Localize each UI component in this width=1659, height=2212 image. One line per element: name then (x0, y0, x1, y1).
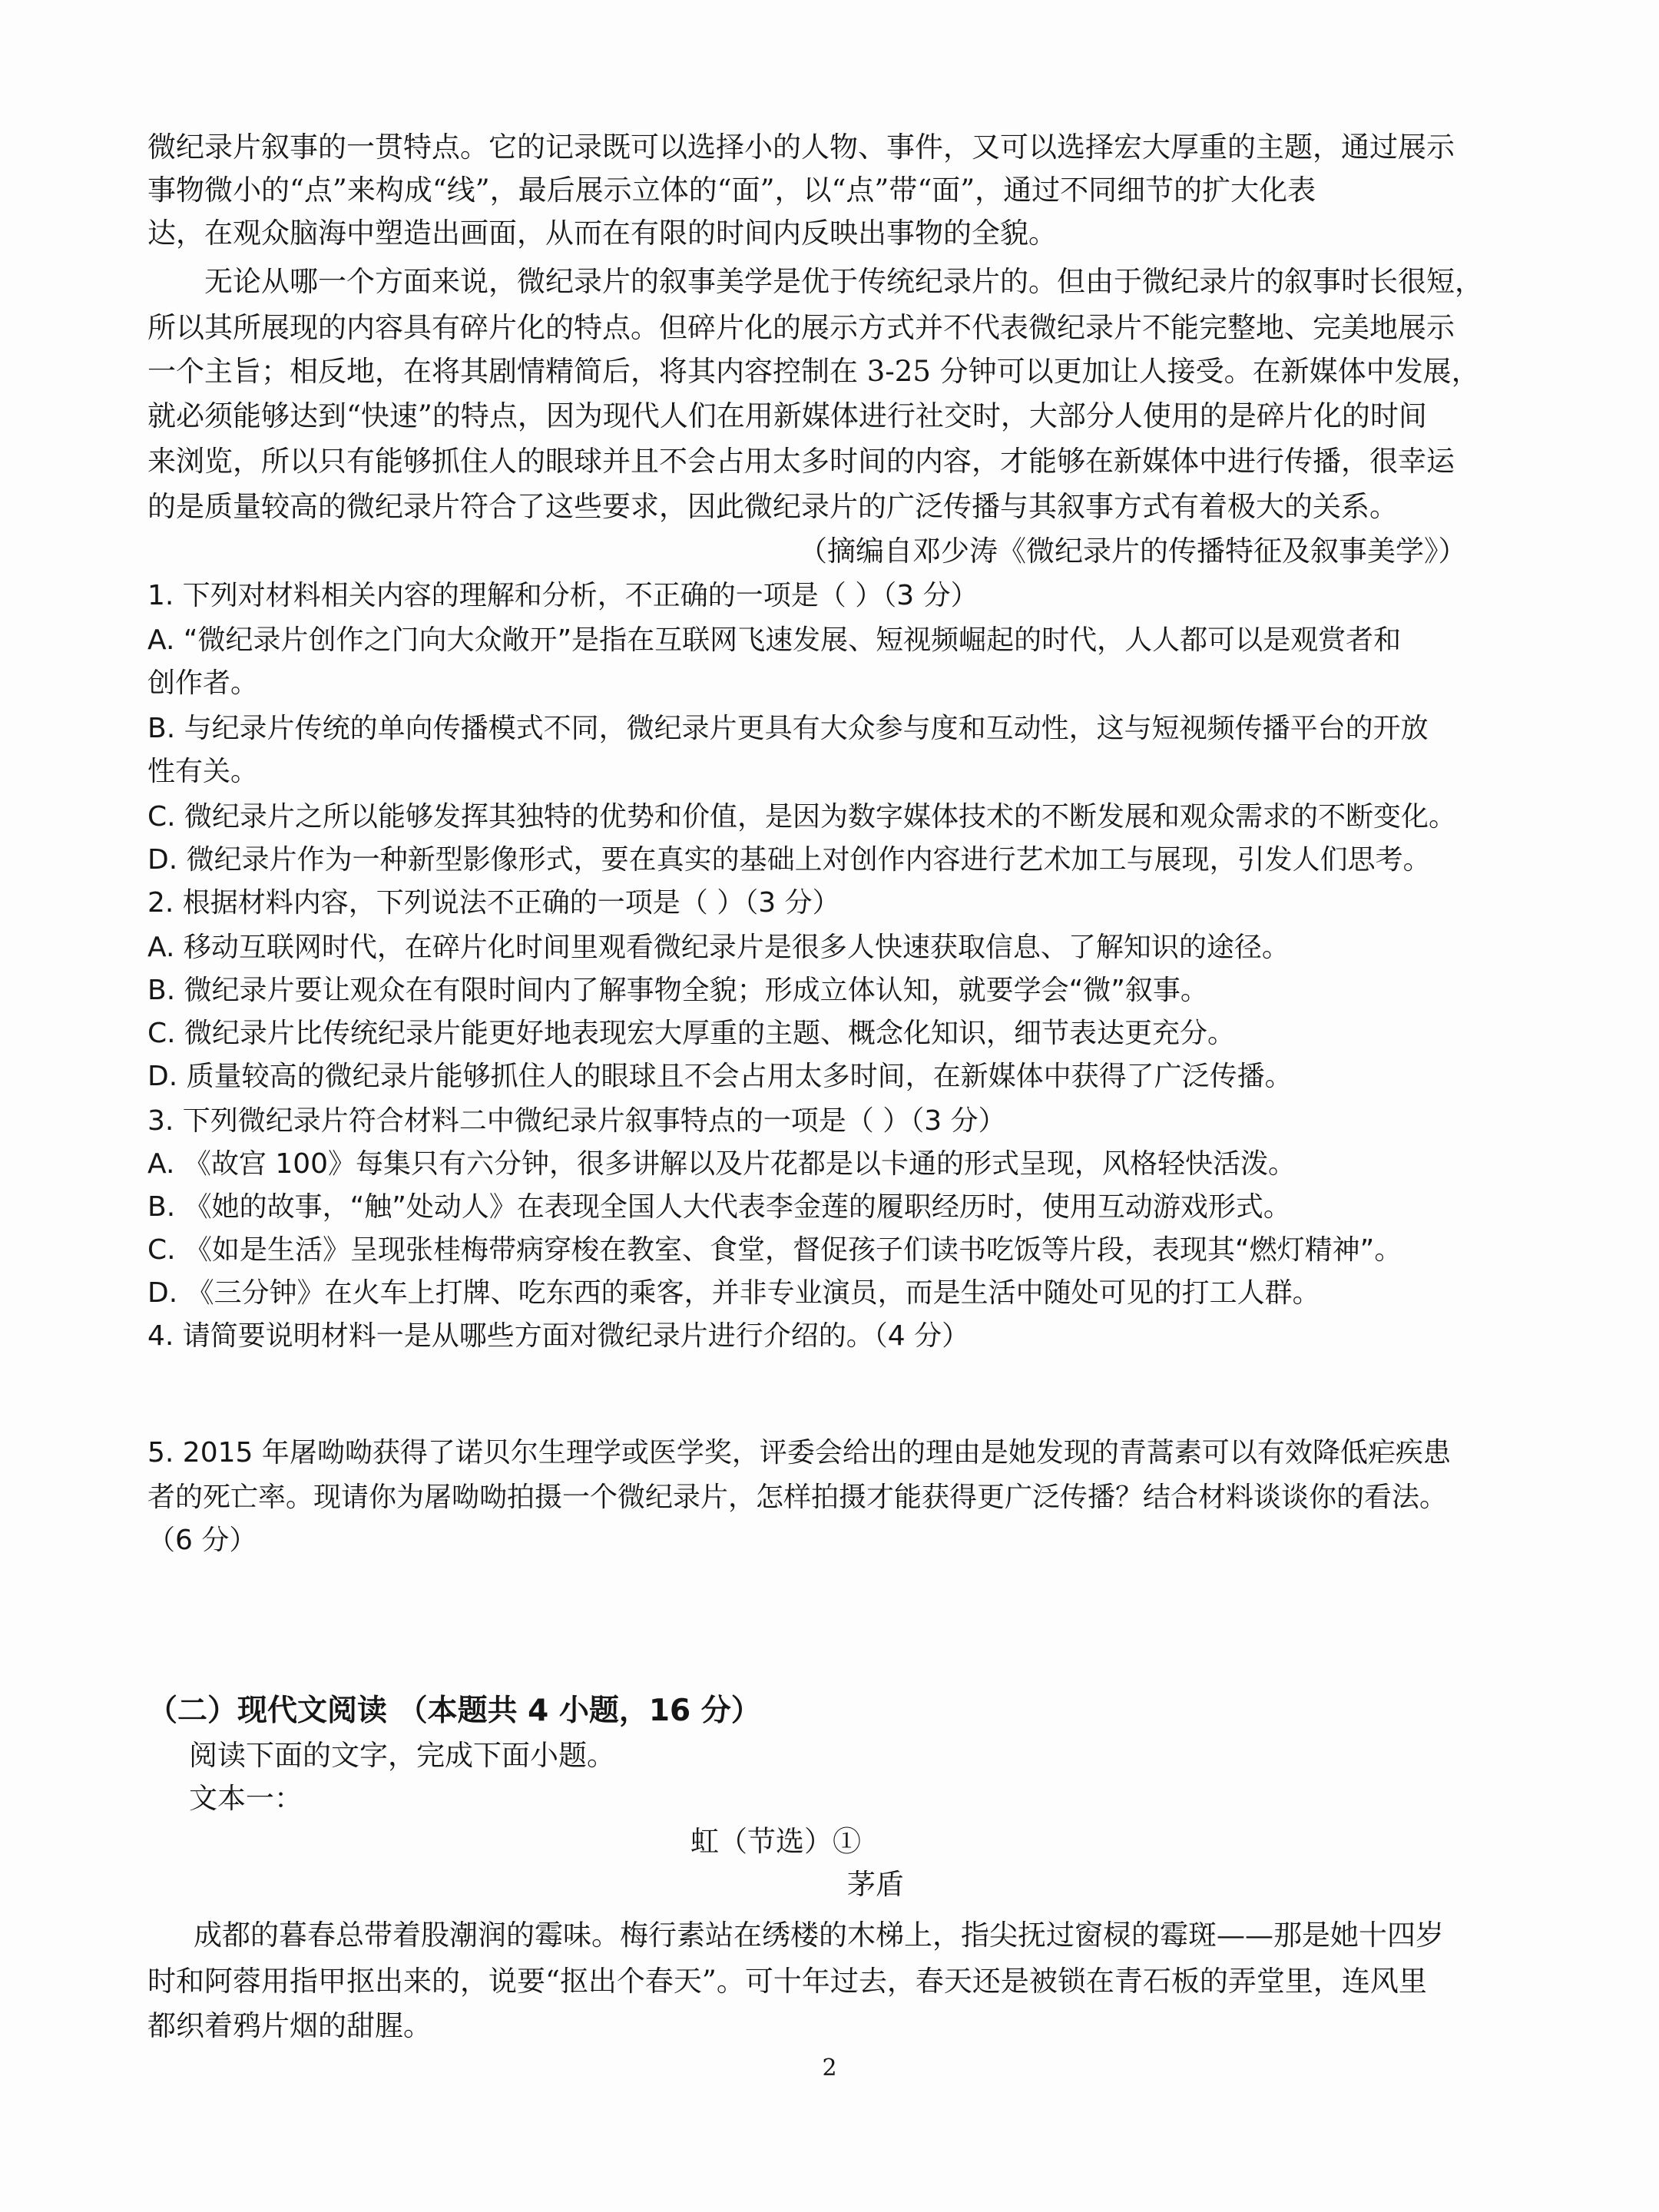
story-title: 虹（节选）① (690, 1825, 861, 1858)
story-line: 都织着鸦片烟的甜腥。 (147, 2009, 432, 2042)
question-option: B. 与纪录片传统的单向传播模式不同，微纪录片更具有大众参与度和互动性，这与短视频传播平台的开放 (147, 713, 1429, 744)
question-option: 创作者。 (147, 667, 259, 699)
question-option: C. 《如是生活》呈现张桂梅带病穿梭在教室、食堂，督促孩子们读书吃饭等片段，表现其“燃灯精神”。 (147, 1234, 1402, 1266)
material-line: 达，在观众脑海中塑造出画面，从而在有限的时间内反映出事物的全貌。 (147, 217, 1057, 250)
story-line: 时和阿蓉用指甲抠出来的，说要“抠出个春天”。可十年过去，春天还是被锁在青石板的弄堂里，连风里 (147, 1965, 1427, 1998)
material-line: 就必须能够达到“快速”的特点，因为现代人们在用新媒体进行社交时，大部分人使用的是碎片化的时间 (147, 399, 1427, 432)
question-option: A. 《故宫 100》每集只有六分钟，很多讲解以及片花都是以卡通的形式呈现，风格轻快活泼。 (147, 1148, 1296, 1180)
question-option: C. 微纪录片之所以能够发挥其独特的优势和价值，是因为数字媒体技术的不断发展和观众需求的不断变化。 (147, 801, 1457, 833)
question-stem: 3. 下列微纪录片符合材料二中微纪录片叙事特点的一项是（ ）（3 分） (147, 1105, 1006, 1137)
question-option: D. 微纪录片作为一种新型影像形式，要在真实的基础上对创作内容进行艺术加工与展现，引发人们思考。 (147, 844, 1431, 876)
material-line: 的是质量较高的微纪录片符合了这些要求，因此微纪录片的广泛传播与其叙事方式有着极大的关系。 (147, 490, 1398, 523)
story-line: 成都的暮春总带着股潮润的霉味。梅行素站在绣楼的木梯上，指尖抚过窗棂的霉斑——那是她十四岁 (194, 1919, 1444, 1952)
question-option: B. 《她的故事，“触”处动人》在表现全国人大代表李金莲的履职经历时，使用互动游戏形式。 (147, 1191, 1291, 1223)
material-line: 无论从哪一个方面来说，微纪录片的叙事美学是优于传统纪录片的。但由于微纪录片的叙事时长很短， (204, 265, 1483, 298)
material-line: 一个主旨；相反地，在将其剧情精简后，将其内容控制在 3-25 分钟可以更加让人接受。在新媒体中发展， (147, 355, 1480, 388)
question-option: D. 《三分钟》在火车上打牌、吃东西的乘客，并非专业演员，而是生活中随处可见的打工人群。 (147, 1277, 1320, 1309)
story-author: 茅盾 (847, 1868, 904, 1901)
material-line: 所以其所展现的内容具有碎片化的特点。但碎片化的展示方式并不代表微纪录片不能完整地、完美地展示 (147, 311, 1455, 344)
material-line: 微纪录片叙事的一贯特点。它的记录既可以选择小的人物、事件，又可以选择宏大厚重的主题，通过展示 (147, 131, 1455, 164)
page-number: 2 (822, 2055, 837, 2081)
question-option: A. 移动互联网时代，在碎片化时间里观看微纪录片是很多人快速获取信息、了解知识的途径。 (147, 932, 1290, 963)
question-stem: 2. 根据材料内容，下列说法不正确的一项是（ ）（3 分） (147, 887, 840, 919)
question-option: B. 微纪录片要让观众在有限时间内了解事物全貌；形成立体认知，就要学会“微”叙事。 (147, 975, 1208, 1006)
section-instruction: 阅读下面的文字，完成下面小题。 (189, 1739, 615, 1772)
question-stem: 者的死亡率。现请你为屠呦呦拍摄一个微纪录片，怎样拍摄才能获得更广泛传播？结合材料谈谈你的看法。 (147, 1482, 1448, 1513)
source-citation: （摘编自邓少涛《微纪录片的传播特征及叙事美学》） (799, 535, 1467, 568)
material-line: 事物微小的“点”来构成“线”，最后展示立体的“面”，以“点”带“面”，通过不同细节的扩大化表 (147, 174, 1316, 207)
question-stem: 1. 下列对材料相关内容的理解和分析，不正确的一项是（ ）（3 分） (147, 580, 979, 611)
question-option: D. 质量较高的微纪录片能够抓住人的眼球且不会占用太多时间，在新媒体中获得了广泛传播。 (147, 1061, 1293, 1092)
question-option: 性有关。 (147, 756, 259, 787)
section-heading: （二）现代文阅读 （本题共 4 小题，16 分） (147, 1694, 761, 1728)
question-option: C. 微纪录片比传统纪录片能更好地表现宏大厚重的主题、概念化知识，细节表达更充分。 (147, 1018, 1236, 1049)
question-option: A. “微纪录片创作之门向大众敞开”是指在互联网飞速发展、短视频崛起的时代，人人都可以是观赏者和 (147, 624, 1402, 656)
question-stem: 5. 2015 年屠呦呦获得了诺贝尔生理学或医学奖，评委会给出的理由是她发现的青蒿素可以有效降低疟疾患 (147, 1437, 1451, 1469)
text-label: 文本一： (189, 1782, 303, 1815)
material-line: 来浏览，所以只有能够抓住人的眼球并且不会占用太多时间的内容，才能够在新媒体中进行传播，很幸运 (147, 445, 1455, 478)
question-stem: 4. 请简要说明材料一是从哪些方面对微纪录片进行介绍的。（4 分） (147, 1320, 970, 1352)
question-stem: （6 分） (147, 1525, 257, 1556)
